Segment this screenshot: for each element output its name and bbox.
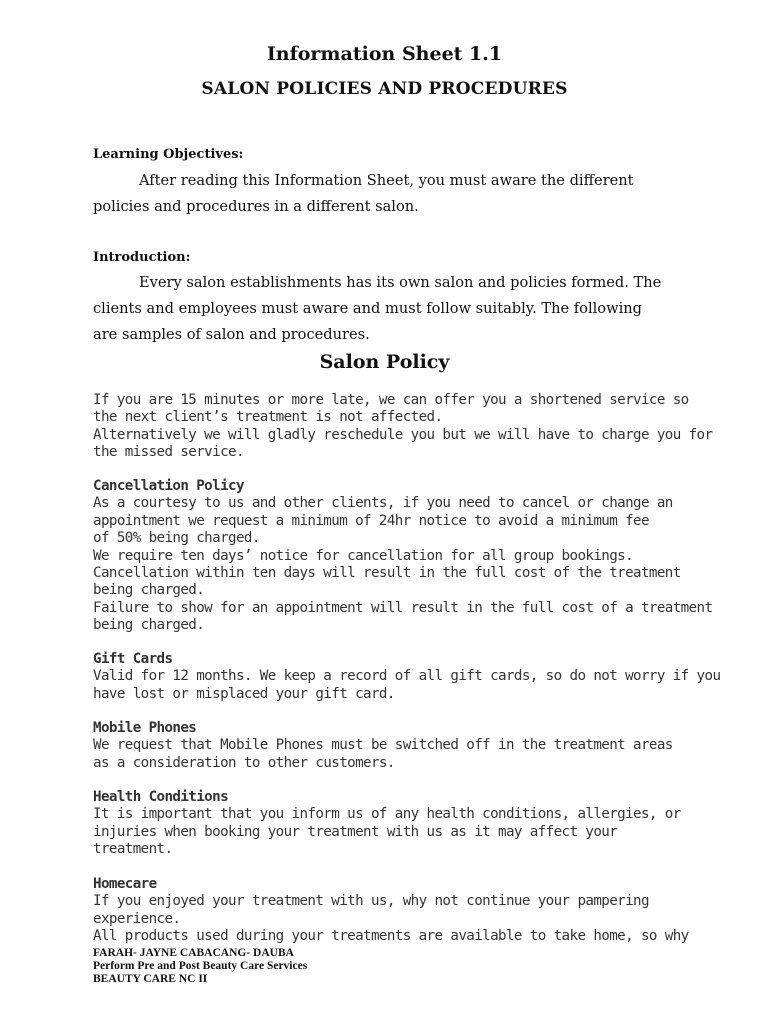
text-line: are samples of salon and procedures. [93,326,370,343]
text-line: treatment. [93,841,173,858]
text-line: have lost or misplaced your gift card. [93,685,395,702]
section-heading: Cancellation Policy [93,478,244,494]
learning-objectives-text [93,168,683,220]
text-line: clients and employees must aware and must follow suitably. The following [93,300,642,317]
introduction-text [93,270,683,348]
footer-author: FARAH- JAYNE CABACANG- DAUBA [93,947,294,959]
health-conditions-section [93,789,693,859]
salon-policy-intro [93,392,713,462]
text-line: the missed service. [93,444,244,461]
text-line: Alternatively we will gladly reschedule you but we will have to charge you for [93,426,713,443]
footer-level: BEAUTY CARE NC II [93,973,208,985]
page-subtitle: SALON POLICIES AND PROCEDURES [201,79,568,99]
text-line: being charged. [93,582,205,599]
text-line: After reading this Information Sheet, you must aware the different [139,172,634,189]
text-line: as a consideration to other customers. [93,754,395,771]
text-line: It is important that you inform us of any health conditions, allergies, or [93,806,681,823]
text-line: policies and procedures in a different salon. [93,198,419,215]
text-line: injuries when booking your treatment with us as it may affect your [93,823,618,840]
text-line: the next client’s treatment is not affected. [93,409,443,426]
learning-objectives-heading: Learning Objectives: [93,147,244,162]
text-line: experience. [93,910,181,927]
section-heading: Gift Cards [93,651,173,667]
text-line: We request that Mobile Phones must be switched off in the treatment areas [93,737,673,754]
text-line: of 50% being charged. [93,530,260,547]
section-heading: Health Conditions [93,789,229,805]
footer-course: Perform Pre and Post Beauty Care Services [93,960,308,972]
introduction-heading: Introduction: [93,250,191,265]
section-heading: Homecare [93,876,157,892]
text-line: Failure to show for an appointment will result in the full cost of a treatment [93,599,713,616]
salon-policy-heading: Salon Policy [319,351,450,373]
page-title: Information Sheet 1.1 [266,43,503,65]
text-line: Cancellation within ten days will result in the full cost of the treatment [93,565,681,582]
cancellation-policy-section [93,478,713,635]
text-line: If you are 15 minutes or more late, we can offer you a shortened service so [93,392,689,408]
gift-cards-section [93,651,721,703]
mobile-phones-section [93,720,693,772]
text-line: We require ten days’ notice for cancellation for all group bookings. [93,547,634,564]
text-line: appointment we request a minimum of 24hr notice to avoid a minimum fee [93,512,649,529]
homecare-section [93,876,693,946]
text-line: All products used during your treatments are available to take home, so why [93,928,689,945]
text-line: Every salon establishments has its own salon and policies formed. The [139,274,662,291]
text-line: Valid for 12 months. We keep a record of all gift cards, so do not worry if you [93,668,721,685]
text-line: being charged. [93,617,205,634]
text-line: As a courtesy to us and other clients, if you need to cancel or change an [93,495,673,512]
page-footer [93,947,307,986]
text-line: If you enjoyed your treatment with us, why not continue your pampering [93,893,649,910]
section-heading: Mobile Phones [93,720,197,736]
